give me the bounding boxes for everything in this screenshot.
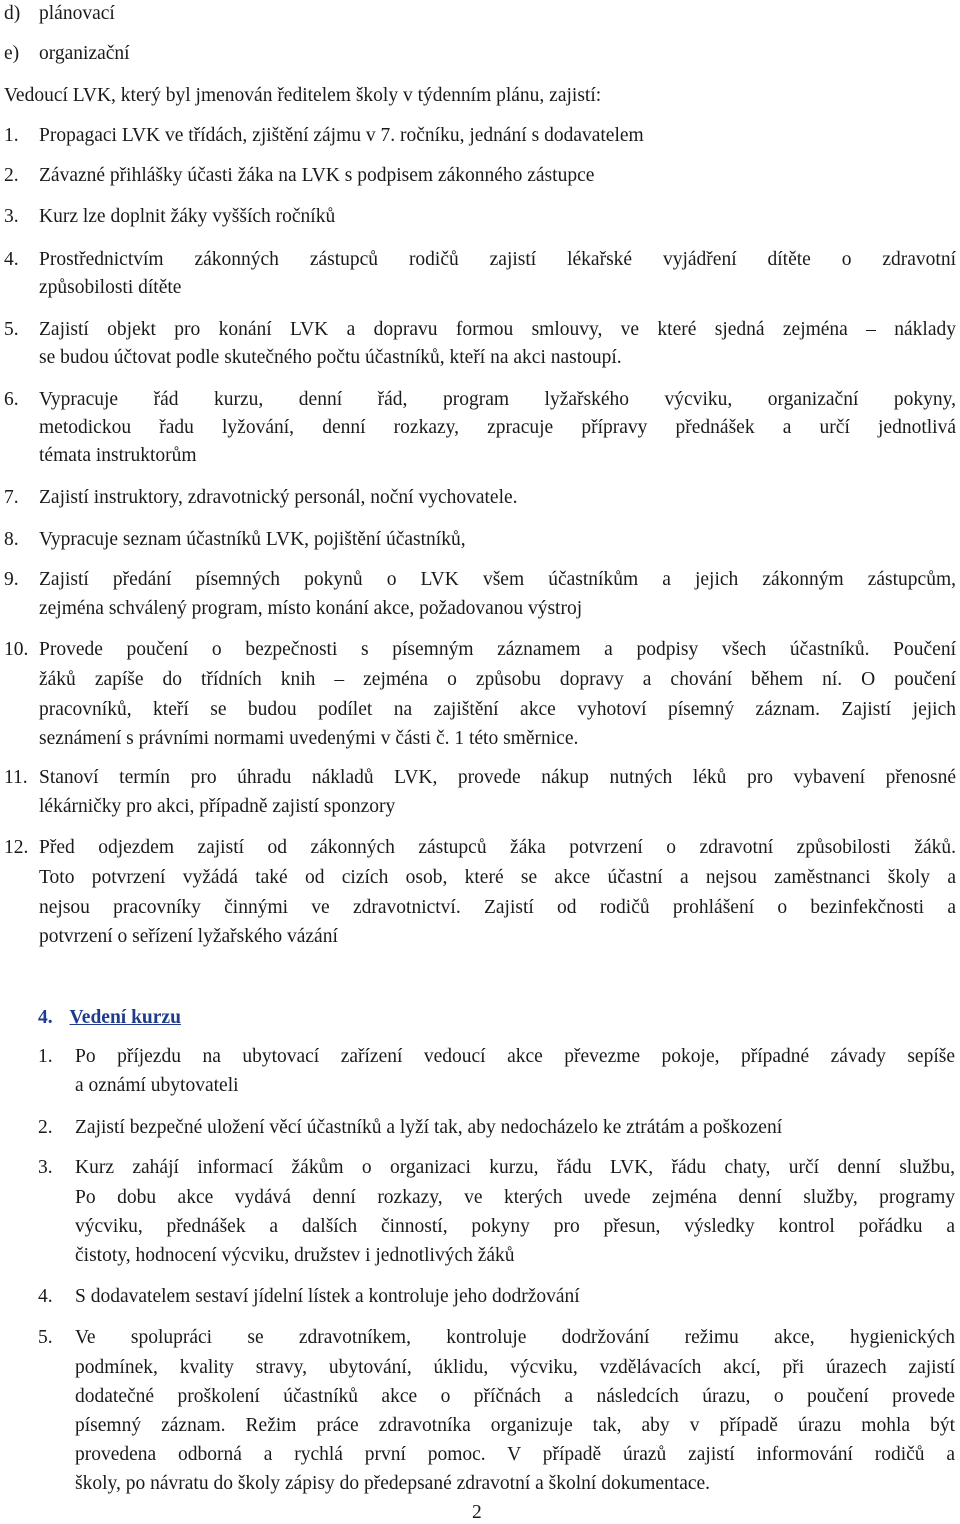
task-line: Zajistí instruktory, zdravotnický personál, noční vychovatele. [39, 487, 518, 508]
intro-item-d [4, 4, 904, 26]
task-line: Vypracuje řád kurzu, denní řád, program lyžařského výcviku, organizační pokyny, [39, 389, 956, 410]
task-number: 8. [4, 529, 19, 550]
course-line: Zajistí bezpečné uložení věcí účastníků a lyží tak, aby nedocházelo ke ztrátám a poškození [75, 1117, 783, 1138]
list-marker: e) [4, 43, 20, 64]
course-line: Po dobu akce vydává denní rozkazy, ve kterých uvede zejména denní služby, programy [75, 1187, 955, 1208]
task-number: 7. [4, 487, 19, 508]
course-line: provedena odborná a rychlá první pomoc. V případě úrazů zajistí informování rodičů a [75, 1444, 955, 1465]
course-line: čistoty, hodnocení výcviku, družstev i jednotlivých žáků [75, 1245, 515, 1266]
task-number: 2. [4, 165, 19, 186]
task-number: 5. [4, 319, 19, 340]
intro-item-e [4, 44, 904, 66]
task-number: 9. [4, 569, 19, 590]
task-line: se budou účtovat podle skutečného počtu účastníků, kteří na akci nastoupí. [39, 347, 622, 368]
task-number: 12. [4, 837, 29, 858]
course-line: Po příjezdu na ubytovací zařízení vedoucí akce převezme pokoje, případné závady sepíše [75, 1046, 955, 1067]
task-line: Prostřednictvím zákonných zástupců rodičů zajistí lékařské vyjádření dítěte o zdravotní [39, 249, 956, 270]
intro-lead: Vedoucí LVK, který byl jmenován ředitelem školy v týdenním plánu, zajistí: [4, 85, 602, 106]
course-number: 1. [38, 1046, 53, 1067]
task-line: způsobilosti dítěte [39, 277, 182, 298]
course-number: 2. [38, 1117, 53, 1138]
task-line: žáků zapíše do třídních knih – zejména o způsobu dopravy a chování během ní. O poučení [39, 669, 956, 690]
section-number: 4. [38, 1007, 53, 1028]
task-line: Toto potvrzení vyžádá také od cizích osob, které se akce účastní a nejsou zaměstnanci školy a [39, 867, 956, 888]
task-line: lékárničky pro akci, případně zajistí sponzory [39, 796, 396, 817]
list-item-text: plánovací [39, 3, 115, 24]
task-line: Stanoví termín pro úhradu nákladů LVK, provede nákup nutných léků pro vybavení přenosné [39, 767, 956, 788]
task-number: 6. [4, 389, 19, 410]
course-number: 4. [38, 1286, 53, 1307]
task-line: potvrzení o seřízení lyžařského vázání [39, 926, 338, 947]
task-line: pracovníků, kteří se budou podílet na zajištění akce vyhotoví písemný záznam. Zajistí jejich [39, 699, 956, 720]
course-line: podmínek, kvality stravy, ubytování, úklidu, výcviku, vzdělávacích akcí, při úrazech zajistí [75, 1357, 955, 1378]
list-item-text: organizační [39, 43, 130, 64]
course-line: Kurz zahájí informací žákům o organizaci kurzu, řádu LVK, řádu chaty, určí denní službu, [75, 1157, 955, 1178]
task-line: Propagaci LVK ve třídách, zjištění zájmu v 7. ročníku, jednání s dodavatelem [39, 125, 644, 146]
course-number: 5. [38, 1327, 53, 1348]
task-number: 1. [4, 125, 19, 146]
task-line: Zajistí objekt pro konání LVK a dopravu formou smlouvy, ve které sjedná zejména – náklady [39, 319, 956, 340]
course-line: a oznámí ubytovateli [75, 1075, 239, 1096]
task-number: 4. [4, 249, 19, 270]
task-line: seznámení s právními normami uvedenými v části č. 1 této směrnice. [39, 728, 579, 749]
task-number: 11. [4, 767, 28, 788]
course-line: písemný záznam. Režim práce zdravotníka organizuje tak, aby v případě úrazu mohla být [75, 1415, 955, 1436]
task-line: Závazné přihlášky účasti žáka na LVK s podpisem zákonného zástupce [39, 165, 595, 186]
list-marker: d) [4, 3, 21, 24]
task-line: nejsou pracovníky činnými ve zdravotnictví. Zajistí od rodičů prohlášení o bezinfekčnosti a [39, 897, 956, 918]
task-number: 3. [4, 206, 19, 227]
task-number: 10. [4, 639, 29, 660]
task-line: témata instruktorům [39, 445, 197, 466]
task-line: Provede poučení o bezpečnosti s písemným záznamem a podpisy všech účastníků. Poučení [39, 639, 956, 660]
section-title: Vedení kurzu [69, 1007, 181, 1028]
task-line: Zajistí předání písemných pokynů o LVK všem účastníkům a jejich zákonným zástupcům, [39, 569, 956, 590]
task-line: metodickou řadu lyžování, denní rozkazy, zpracuje přípravy přednášek a určí jednotlivá [39, 417, 956, 438]
course-line: školy, po návratu do školy zápisy do předepsané zdravotní a školní dokumentace. [75, 1473, 711, 1494]
course-line: dodatečné proškolení účastníků akce o příčnách a následcích úrazu, o poučení provede [75, 1386, 955, 1407]
course-number: 3. [38, 1157, 53, 1178]
task-line: Kurz lze doplnit žáky vyšších ročníků [39, 206, 336, 227]
task-line: zejména schválený program, místo konání akce, požadovanou výstroj [39, 598, 583, 619]
task-line: Před odjezdem zajistí od zákonných zástupců žáka potvrzení o zdravotní způsobilosti žáků. [39, 837, 956, 858]
course-line: Ve spolupráci se zdravotníkem, kontroluje dodržování režimu akce, hygienických [75, 1327, 955, 1348]
section-heading [38, 1008, 181, 1028]
page-number: 2 [472, 1502, 482, 1523]
task-line: Vypracuje seznam účastníků LVK, pojištění účastníků, [39, 529, 466, 550]
course-line: S dodavatelem sestaví jídelní lístek a kontroluje jeho dodržování [75, 1286, 580, 1307]
course-line: výcviku, přednášek a dalších činností, pokyny pro přesun, výsledky kontrol pořádku a [75, 1216, 955, 1237]
